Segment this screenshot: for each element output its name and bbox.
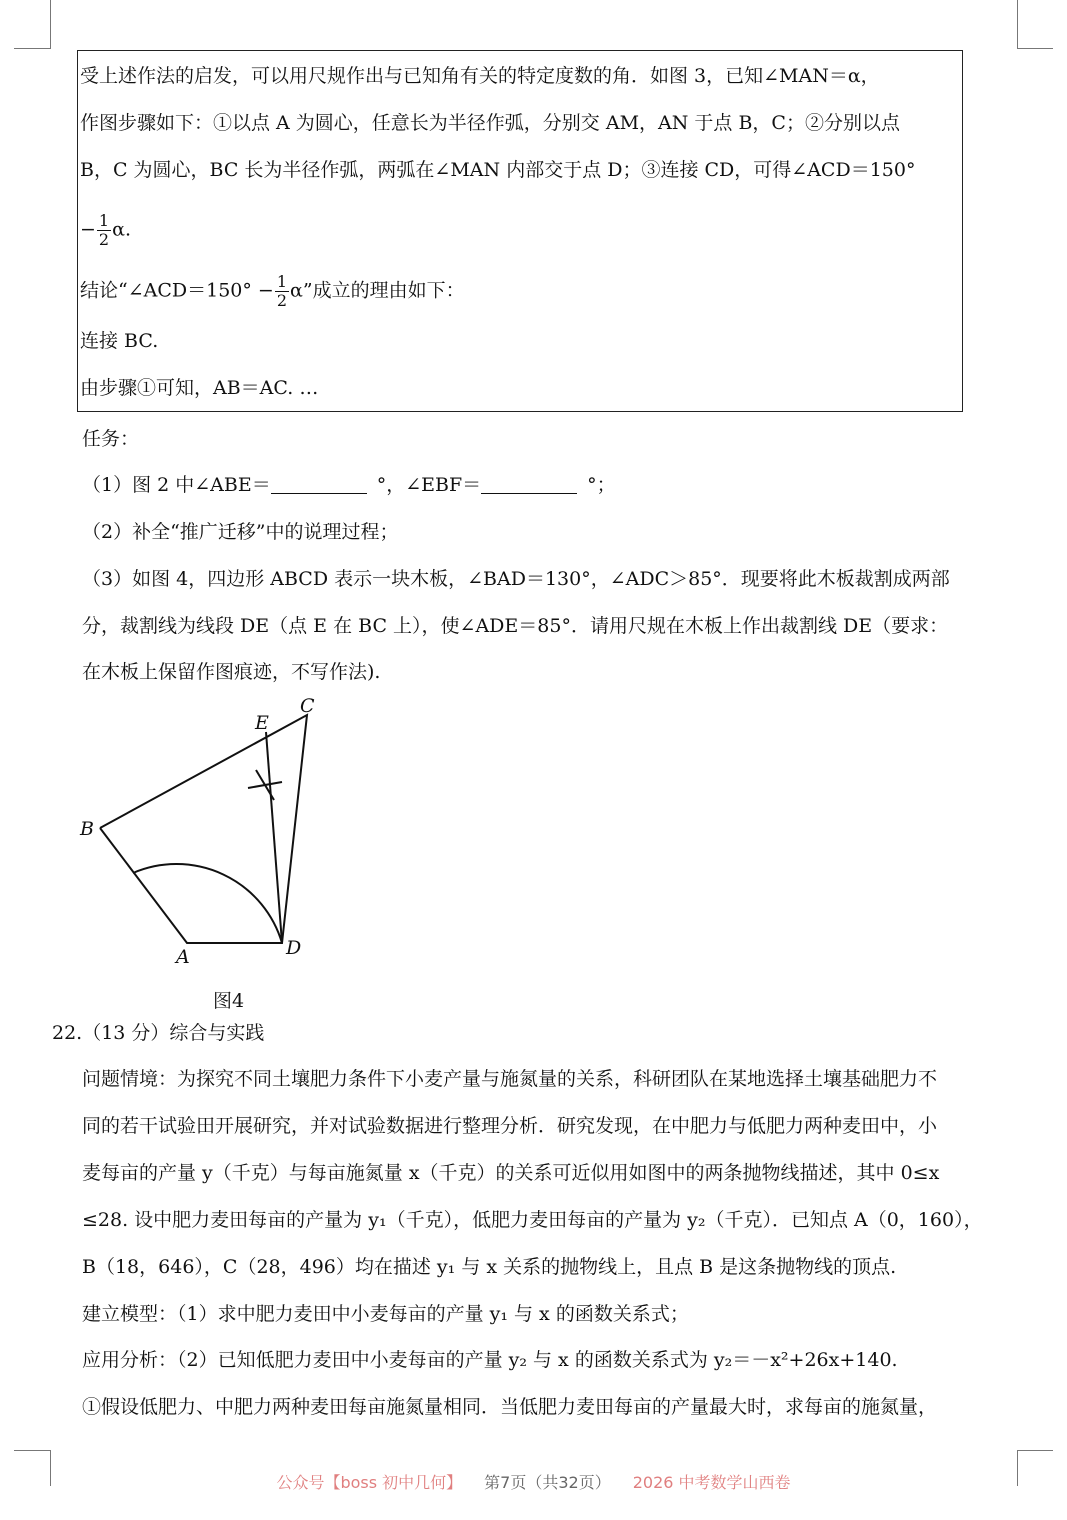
answer-blank-2 [481,475,577,494]
task-3-line-3: 在木板上保留作图痕迹，不写作法). [82,661,381,683]
footer-left: 公众号【boss 初中几何】 [276,1473,463,1492]
task-1: （1）图 2 中∠ABE＝ °，∠EBF＝ °； [82,474,616,496]
q22-para-4: ≤28. 设中肥力麦田每亩的产量为 y₁（千克），低肥力麦田每亩的产量为 y₂（千克）．已知点 A（0，160）， [82,1209,983,1231]
box-line-2: 作图步骤如下：①以点 A 为圆心，任意长为半径作弧，分别交 AM，AN 于点 B，C；②分别以点 [80,112,900,134]
q22-para-7: 应用分析：（2）已知低肥力麦田中小麦每亩的产量 y₂ 与 x 的函数关系式为 y₂＝－x²+26x+140. [82,1349,898,1371]
q22-para-6: 建立模型：（1）求中肥力麦田中小麦每亩的产量 y₁ 与 x 的函数关系式； [82,1303,689,1325]
box-line-1: 受上述作法的启发，可以用尺规作出与已知角有关的特定度数的角．如图 3，已知∠MAN＝α， [80,65,880,87]
box-line-3: B，C 为圆心，BC 长为半径作弧，两弧在∠MAN 内部交于点 D；③连接 CD，可得∠ACD＝150° [80,159,916,181]
q22-para-1: 问题情境：为探究不同土壤肥力条件下小麦产量与施氮量的关系，科研团队在某地选择土壤基础肥力不 [82,1068,938,1090]
task-3-line-1: （3）如图 4，四边形 ABCD 表示一块木板，∠BAD＝130°，∠ADC＞85°．现要将此木板裁割成两部 [82,568,950,590]
label-c: C [300,695,315,717]
conclusion-tail: α”成立的理由如下： [290,279,465,302]
tasks-heading: 任务： [82,428,140,450]
q22-para-3: 麦每亩的产量 y（千克）与每亩施氮量 x（千克）的关系可近似用如图中的两条抛物线描述，其中 0≤x [82,1162,940,1184]
page-footer [0,1470,1067,1493]
minus-sign: − [80,218,96,241]
figure-4-diagram [60,690,340,980]
crop-mark-br-h [1017,1450,1053,1451]
quadrilateral-abcd [100,715,307,943]
construction-arc [133,864,282,943]
crop-mark-tr-v [1017,0,1018,48]
crop-mark-tr-h [1017,48,1053,49]
task-3-line-2: 分，裁割线为线段 DE（点 E 在 BC 上），使∠ADE＝85°．请用尺规在木板上作出裁割线 DE（要求： [82,615,949,637]
fraction-half: $\frac{1}{2}$ [98,211,110,249]
crop-mark-tl-h [14,48,51,49]
reasoning-box [77,50,963,412]
q22-para-5: B（18，646），C（28，496）均在描述 y₁ 与 x 关系的抛物线上，且点 B 是这条抛物线的顶点. [82,1256,897,1278]
alpha-text: α. [112,218,131,241]
task-2: （2）补全“推广迁移”中的说理过程； [82,521,399,543]
answer-blank-1 [271,475,367,494]
label-e: E [255,712,269,734]
footer-page: 第7页（共32页） [484,1473,611,1492]
crop-mark-tl-v [50,0,51,48]
crop-mark-bl-h [14,1450,51,1451]
conclusion-head: 结论“∠ACD＝150° − [80,279,274,302]
figure-caption: 图4 [213,990,245,1012]
box-line-4 [80,212,131,249]
label-d: D [286,937,302,959]
footer-right: 2026 中考数学山西卷 [632,1473,791,1492]
box-line-7: 由步骤①可知，AB＝AC. … [80,377,319,399]
fraction-half-2: $\frac{1}{2}$ [276,272,288,310]
label-b: B [80,818,94,840]
construction-mark-2 [256,770,274,800]
q22-para-8: ①假设低肥力、中肥力两种麦田每亩施氮量相同．当低肥力麦田每亩的产量最大时，求每亩的施氮量， [82,1396,938,1418]
segment-de [266,732,282,943]
q22-header: 22.（13 分）综合与实践 [52,1022,265,1044]
box-line-5 [80,273,465,310]
box-line-6: 连接 BC. [80,330,159,352]
label-a: A [176,946,190,968]
q22-para-2: 同的若干试验田开展研究，并对试验数据进行整理分析．研究发现，在中肥力与低肥力两种麦田中，小 [82,1115,938,1137]
